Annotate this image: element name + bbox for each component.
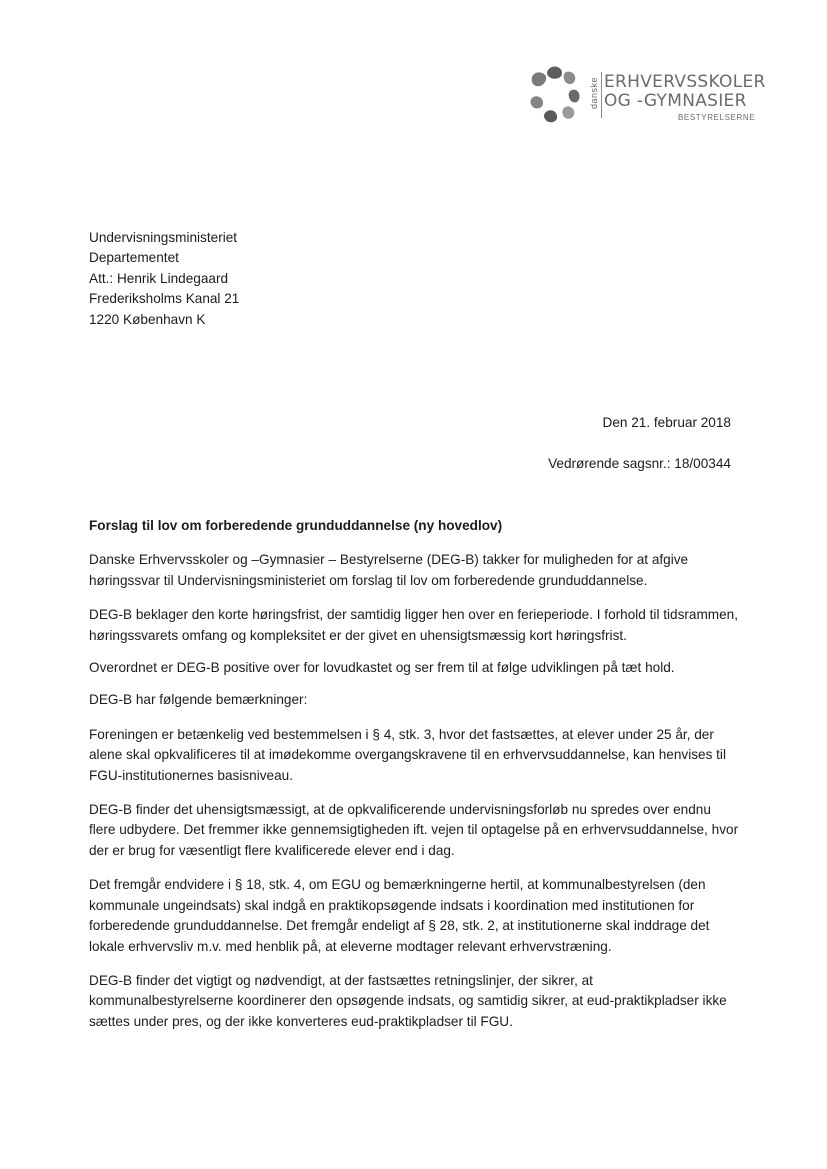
paragraph-2: DEG-B beklager den korte høringsfrist, der samtidig ligger hen over en ferieperiode. I forhold til tidsrammen, høringssvarets omfang og kompleksitet er der givet en uhensigtsmæssig kort høringsfrist. bbox=[89, 607, 739, 643]
letter-subject: Forslag til lov om forberedende grunduddannelse (ny hovedlov) bbox=[89, 518, 503, 533]
logo-line-1: ERHVERVSSKOLER bbox=[604, 72, 766, 92]
letter-body bbox=[89, 516, 739, 1046]
paragraph-1: Danske Erhvervsskoler og –Gymnasier – Bestyrelserne (DEG-B) takker for muligheden for at afgive høringssvar til Undervisningsministeriet om forslag til lov om forberedende grunduddannelse. bbox=[89, 552, 689, 588]
case-number: Vedrørende sagsnr.: 18/00344 bbox=[548, 456, 731, 471]
paragraph-4: DEG-B har følgende bemærkninger: bbox=[89, 692, 308, 708]
paragraph-8: DEG-B finder det vigtigt og nødvendigt, at der fastsættes retningslinjer, der sikrer, at kommunalbestyrelserne koordinerer den opsøgende indsats, og samtidig sikrer, at eud-praktikpladser ikke sættes under pres, og der ikke konverteres eud-praktikpladser til FGU. bbox=[89, 972, 727, 1029]
logo-divider bbox=[601, 72, 602, 118]
organization-logo bbox=[528, 64, 766, 128]
paragraph-5: Foreningen er betænkelig ved bestemmelsen i § 4, stk. 3, hvor det fastsættes, at elever under 25 år, der alene skal opkvalificeres til at imødekomme overgangskravene til en erhvervsuddannelse, kan henvises til FGU-institutionernes basisniveau. bbox=[89, 726, 726, 783]
paragraph-7: Det fremgår endvidere i § 18, stk. 4, om EGU og bemærkningerne hertil, at kommunalbestyrelsen (den kommunale ungeindsats) skal indgå en praktikopsøgende indsats i koordination med institutionen for forberedende grunduddannelse. Det fremgår endeligt af § 28, stk. 2, at institutionerne skal inddrage det lokale erhvervsliv m.v. med henblik på, at eleverne modtager relevant erhvervstræning. bbox=[89, 877, 710, 954]
logo-subtitle: BESTYRELSERNE bbox=[678, 113, 756, 122]
logo-vertical-text: danske bbox=[589, 76, 599, 110]
recipient-address bbox=[89, 228, 239, 330]
address-line-4: Frederiksholms Kanal 21 bbox=[89, 291, 240, 307]
letter-date: Den 21. februar 2018 bbox=[602, 415, 731, 430]
logo-mark-icon bbox=[528, 64, 584, 126]
address-line-1: Undervisningsministeriet bbox=[89, 230, 238, 245]
address-line-3: Att.: Henrik Lindegaard bbox=[89, 270, 229, 286]
paragraph-3: Overordnet er DEG-B positive over for lovudkastet og ser frem til at følge udviklingen på tæt hold. bbox=[89, 660, 675, 676]
address-line-2: Departementet bbox=[89, 250, 179, 266]
logo-line-2: OG -GYMNASIER bbox=[604, 91, 747, 111]
paragraph-6: DEG-B finder det uhensigtsmæssigt, at de opkvalificerende undervisningsforløb nu spredes over endnu flere udbydere. Det fremmer ikke gennemsigtigheden ift. vejen til optagelse på en erhvervsuddannelse, hvor der er brug for væsentligt flere kvalificerede elever end i dag. bbox=[89, 802, 739, 858]
address-line-5: 1220 København K bbox=[89, 311, 206, 327]
